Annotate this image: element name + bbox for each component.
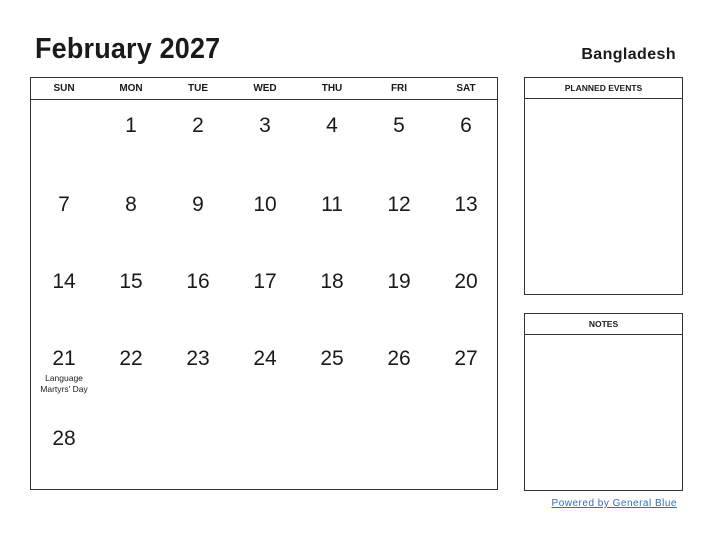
day-cell <box>366 193 432 217</box>
day-number: 27 <box>454 347 478 370</box>
day-cell-holiday <box>31 347 97 395</box>
day-cell <box>299 270 365 294</box>
day-cell <box>433 114 499 138</box>
day-number: 10 <box>253 193 277 216</box>
weekday-fri: FRI <box>390 83 408 94</box>
weekday-thu: THU <box>321 83 343 94</box>
day-number: 3 <box>259 114 271 137</box>
day-cell <box>366 114 432 138</box>
weekday-sat: SAT <box>456 83 476 94</box>
month-title: February 2027 <box>35 33 221 65</box>
day-cell <box>299 347 365 371</box>
day-cell <box>299 114 365 138</box>
day-cell <box>366 347 432 371</box>
day-cell <box>232 114 298 138</box>
day-number: 16 <box>186 270 210 293</box>
day-number: 5 <box>393 114 405 137</box>
day-number: 19 <box>387 270 411 293</box>
day-number: 24 <box>253 347 277 370</box>
day-cell <box>98 193 164 217</box>
weekday-header-row <box>31 78 497 100</box>
weekday-sun: SUN <box>53 83 75 94</box>
day-cell <box>366 270 432 294</box>
day-cell <box>165 347 231 371</box>
day-number: 12 <box>387 193 411 216</box>
day-number: 17 <box>253 270 277 293</box>
day-cell <box>232 347 298 371</box>
day-number: 25 <box>320 347 344 370</box>
day-cell <box>433 270 499 294</box>
day-cell <box>433 347 499 371</box>
day-number: 28 <box>52 427 76 450</box>
day-number: 13 <box>454 193 478 216</box>
country-label: Bangladesh <box>581 46 676 63</box>
calendar-grid <box>30 77 498 490</box>
weekday-wed: WED <box>253 83 277 94</box>
day-cell <box>31 270 97 294</box>
day-number: 7 <box>58 193 70 216</box>
day-cell <box>165 114 231 138</box>
day-cell <box>98 347 164 371</box>
notes-heading: NOTES <box>525 314 682 335</box>
weekday-mon: MON <box>119 83 143 94</box>
day-cell <box>98 114 164 138</box>
day-number: 21 <box>52 347 76 370</box>
notes-panel <box>524 313 683 491</box>
day-cell <box>232 193 298 217</box>
day-cell <box>98 270 164 294</box>
weekday-tue: TUE <box>188 83 208 94</box>
day-number: 23 <box>186 347 210 370</box>
planned-events-panel <box>524 77 683 295</box>
day-cell <box>232 270 298 294</box>
day-number: 11 <box>321 193 343 216</box>
day-number: 14 <box>52 270 76 293</box>
day-number: 6 <box>460 114 472 137</box>
day-number: 22 <box>119 347 143 370</box>
powered-by-link[interactable]: Powered by General Blue <box>551 498 677 509</box>
holiday-label-line1: Language <box>45 373 83 383</box>
day-number: 1 <box>125 114 137 137</box>
day-cell <box>165 193 231 217</box>
day-number: 26 <box>387 347 411 370</box>
day-number: 8 <box>125 193 137 216</box>
day-number: 2 <box>192 114 204 137</box>
day-number: 20 <box>454 270 478 293</box>
day-number: 15 <box>119 270 143 293</box>
holiday-label-line2: Martyrs' Day <box>40 384 88 394</box>
day-number: 4 <box>326 114 338 137</box>
day-cell <box>31 427 97 451</box>
day-number: 9 <box>192 193 204 216</box>
day-cell <box>433 193 499 217</box>
day-cell <box>165 270 231 294</box>
day-cell <box>31 193 97 217</box>
planned-events-heading: PLANNED EVENTS <box>525 78 682 99</box>
day-cell <box>299 193 365 217</box>
day-number: 18 <box>320 270 344 293</box>
